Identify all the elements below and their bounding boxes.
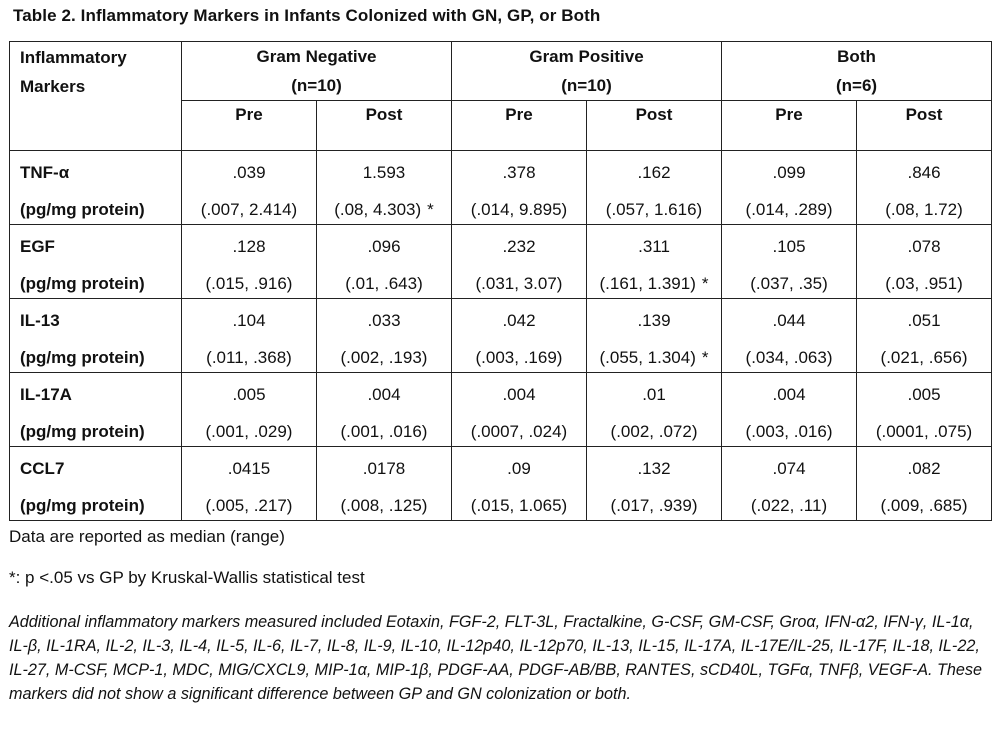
median-value: .044 (772, 311, 806, 330)
range-value: (.003, .169) (475, 348, 563, 367)
range-line (587, 335, 721, 372)
table-row (10, 299, 992, 373)
range-value: (.08, 1.72) (885, 200, 963, 219)
range-value: (.034, .063) (745, 348, 833, 367)
range-value: (.01, .643) (345, 274, 423, 293)
range-line (587, 261, 721, 298)
median-value: .051 (907, 311, 941, 330)
value-cell (317, 299, 452, 373)
value-cell (722, 225, 857, 299)
value-cell (317, 373, 452, 447)
value-cell (182, 447, 317, 521)
range-line (452, 335, 586, 372)
range-line (317, 187, 451, 224)
range-line (722, 335, 856, 372)
range-value: (.008, .125) (340, 496, 428, 515)
range-line (587, 187, 721, 224)
value-cell (587, 373, 722, 447)
median-value: .099 (772, 163, 806, 182)
marker-cell (10, 225, 182, 299)
value-cell (857, 447, 992, 521)
range-value: (.009, .685) (880, 496, 968, 515)
range-value: (.014, .289) (745, 200, 833, 219)
table-row (10, 373, 992, 447)
median-value: .09 (507, 459, 531, 478)
range-value: (.03, .951) (885, 274, 963, 293)
range-line (182, 187, 316, 224)
value-cell (317, 225, 452, 299)
range-value: (.007, 2.414) (200, 200, 298, 219)
value-cell (452, 151, 587, 225)
range-value: (.001, .029) (205, 422, 293, 441)
median-value: 1.593 (362, 163, 406, 182)
header-marker-label (10, 42, 182, 151)
marker-unit: (pg/mg protein) (20, 274, 145, 293)
range-value: (.017, .939) (610, 496, 698, 515)
table-row (10, 151, 992, 225)
range-value: (.014, 9.895) (470, 200, 568, 219)
group-n: (n=6) (835, 76, 878, 95)
value-cell (452, 447, 587, 521)
range-line (452, 483, 586, 520)
note-significance: *: p <.05 vs GP by Kruskal-Wallis statistical test (9, 568, 365, 587)
median-value: .096 (367, 237, 401, 256)
marker-name: TNF-α (20, 163, 70, 182)
marker-unit: (pg/mg protein) (20, 348, 145, 367)
range-value: (.015, .916) (205, 274, 293, 293)
value-cell (587, 151, 722, 225)
range-value: (.005, .217) (205, 496, 293, 515)
col-header-post: Post (857, 101, 992, 151)
value-cell (317, 447, 452, 521)
range-line (182, 409, 316, 446)
range-value: (.08, 4.303) (334, 200, 422, 219)
range-line (857, 483, 991, 520)
marker-cell (10, 447, 182, 521)
range-line (722, 187, 856, 224)
median-value: .378 (502, 163, 536, 182)
range-line (587, 409, 721, 446)
col-header-pre: Pre (722, 101, 857, 151)
note-reporting: Data are reported as median (range) (9, 527, 285, 546)
median-value: .311 (638, 237, 670, 256)
col-header-post: Post (317, 101, 452, 151)
median-value: .004 (367, 385, 401, 404)
range-line (452, 409, 586, 446)
value-cell (182, 299, 317, 373)
range-value: (.022, .11) (750, 496, 828, 515)
significance-marker: * (701, 274, 709, 293)
marker-unit: (pg/mg protein) (20, 496, 145, 515)
group-name: Both (837, 47, 876, 66)
value-cell (452, 299, 587, 373)
range-line (857, 187, 991, 224)
group-n: (n=10) (561, 76, 612, 95)
value-cell (722, 447, 857, 521)
header-label-line1: Inflammatory (20, 48, 127, 67)
median-value: .104 (232, 311, 266, 330)
range-value: (.0007, .024) (470, 422, 568, 441)
col-header-pre: Pre (452, 101, 587, 151)
range-line (722, 483, 856, 520)
range-line (722, 261, 856, 298)
range-value: (.001, .016) (340, 422, 428, 441)
median-value: .0415 (227, 459, 271, 478)
value-cell (587, 299, 722, 373)
median-value: .005 (232, 385, 266, 404)
group-header-both (722, 42, 992, 101)
median-value: .01 (642, 385, 666, 404)
range-line (587, 483, 721, 520)
range-line (857, 261, 991, 298)
marker-cell (10, 299, 182, 373)
range-line (452, 261, 586, 298)
median-value: .005 (907, 385, 941, 404)
value-cell (587, 447, 722, 521)
median-value: .082 (907, 459, 941, 478)
significance-marker: * (427, 200, 434, 219)
median-value: .128 (232, 237, 266, 256)
col-header-pre: Pre (182, 101, 317, 151)
range-value: (.037, .35) (750, 274, 828, 293)
group-name: Gram Positive (529, 47, 644, 66)
table-title: Table 2. Inflammatory Markers in Infants Colonized with GN, GP, or Both (13, 6, 601, 25)
marker-name: CCL7 (20, 459, 65, 478)
range-line (452, 187, 586, 224)
median-value: .139 (637, 311, 671, 330)
value-cell (182, 151, 317, 225)
median-value: .078 (907, 237, 941, 256)
range-value: (.057, 1.616) (605, 200, 703, 219)
value-cell (857, 299, 992, 373)
range-line (722, 409, 856, 446)
range-value: (.011, .368) (206, 348, 292, 367)
median-value: .004 (772, 385, 806, 404)
header-row-groups (10, 42, 992, 101)
median-value: .004 (502, 385, 536, 404)
median-value: .033 (367, 311, 401, 330)
marker-name: IL-17A (20, 385, 72, 404)
value-cell (182, 225, 317, 299)
note-additional-markers: Additional inflammatory markers measured included Eotaxin, FGF-2, FLT-3L, Fractalkine, G-CSF, GM-CSF, Groα, IFN-α2, IFN-γ, IL-1α, IL-β, IL-1RA, IL-2, IL-3, IL-4, IL-5, IL-6, IL-7, IL-8, IL-9, IL-10, IL-12p40, IL-12p70, IL-13, IL-15, IL-17A, IL-17E/IL-25, IL-17F, IL-18, IL-22, IL-27, M-CSF, MCP-1, MDC, MIG/CXCL9, MIP-1α, MIP-1β, PDGF-AA, PDGF-AB/BB, RANTES, sCD40L, TGFα, TNFβ, VEGF-A. These markers did not show a significant difference between GP and GN colonization or both. (9, 613, 982, 703)
range-line (317, 409, 451, 446)
range-line (317, 335, 451, 372)
range-value: (.002, .193) (340, 348, 428, 367)
group-header-gram-negative (182, 42, 452, 101)
marker-unit: (pg/mg protein) (20, 200, 145, 219)
range-value: (.055, 1.304) (599, 348, 696, 367)
median-value: .132 (637, 459, 671, 478)
range-value: (.015, 1.065) (470, 496, 568, 515)
range-value: (.021, .656) (880, 348, 968, 367)
median-value: .074 (772, 459, 806, 478)
header-label-line2: Markers (20, 77, 86, 96)
median-value: .232 (502, 237, 536, 256)
range-value: (.0001, .075) (875, 422, 973, 441)
group-name: Gram Negative (256, 47, 377, 66)
group-n: (n=10) (291, 76, 342, 95)
group-header-gram-positive (452, 42, 722, 101)
col-header-post: Post (587, 101, 722, 151)
marker-unit: (pg/mg protein) (20, 422, 145, 441)
range-line (182, 261, 316, 298)
value-cell (857, 151, 992, 225)
marker-name: IL-13 (20, 311, 60, 330)
value-cell (587, 225, 722, 299)
range-line (182, 483, 316, 520)
table-row (10, 447, 992, 521)
value-cell (722, 299, 857, 373)
range-line (857, 409, 991, 446)
value-cell (722, 151, 857, 225)
range-line (857, 335, 991, 372)
median-value: .0178 (362, 459, 406, 478)
value-cell (722, 373, 857, 447)
range-line (182, 335, 316, 372)
median-value: .105 (772, 237, 806, 256)
median-value: .039 (232, 163, 266, 182)
value-cell (182, 373, 317, 447)
median-value: .042 (502, 311, 536, 330)
range-value: (.003, .016) (745, 422, 833, 441)
value-cell (857, 373, 992, 447)
range-value: (.161, 1.391) (599, 274, 696, 293)
median-value: .162 (637, 163, 671, 182)
range-line (317, 261, 451, 298)
table-row (10, 225, 992, 299)
value-cell (452, 373, 587, 447)
value-cell (857, 225, 992, 299)
markers-table (9, 41, 992, 521)
marker-cell (10, 151, 182, 225)
range-value: (.002, .072) (610, 422, 698, 441)
marker-name: EGF (20, 237, 55, 256)
value-cell (452, 225, 587, 299)
range-line (317, 483, 451, 520)
significance-marker: * (701, 348, 709, 367)
range-value: (.031, 3.07) (475, 274, 563, 293)
value-cell (317, 151, 452, 225)
marker-cell (10, 373, 182, 447)
median-value: .846 (907, 163, 941, 182)
